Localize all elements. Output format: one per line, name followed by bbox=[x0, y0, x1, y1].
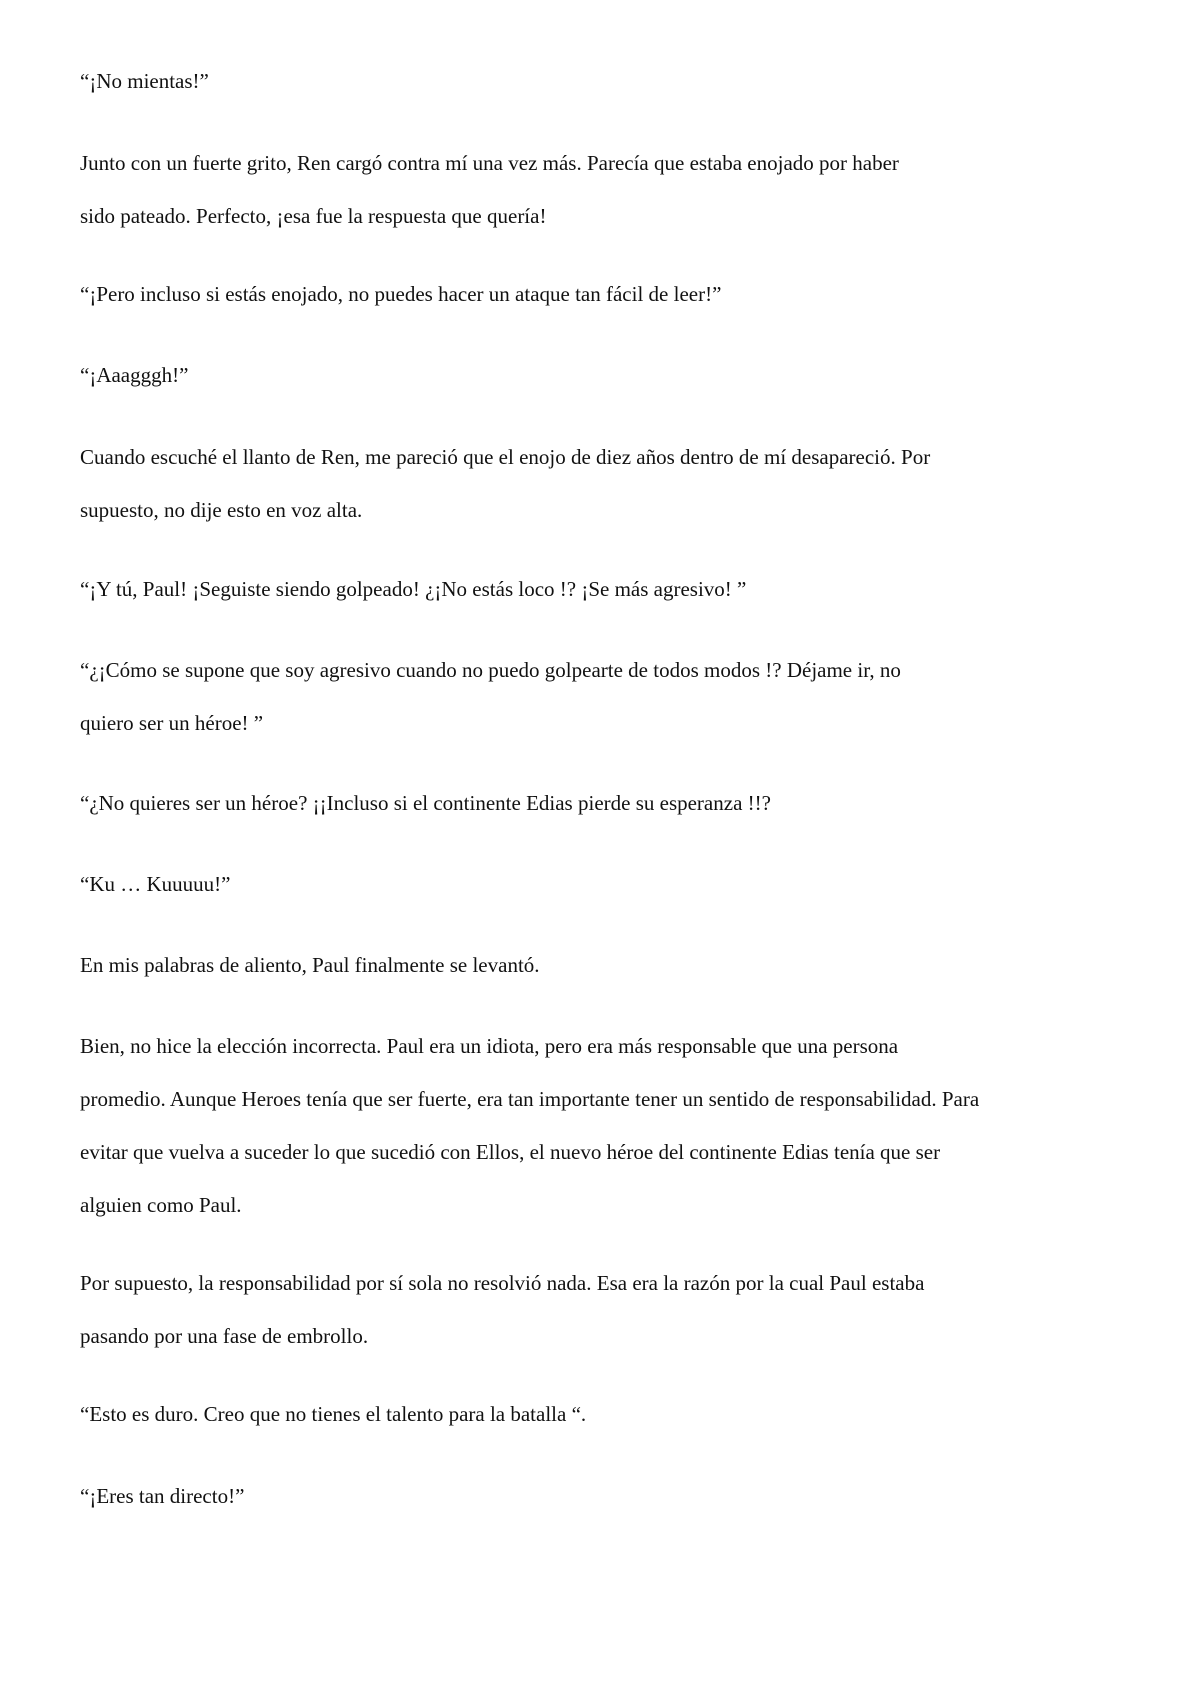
paragraph bbox=[80, 1470, 1130, 1523]
text-line: quiero ser un héroe! ” bbox=[80, 711, 264, 735]
paragraph bbox=[80, 777, 1130, 830]
text-line: “Ku … Kuuuuu!” bbox=[80, 872, 231, 896]
paragraph bbox=[80, 939, 1130, 992]
text-line: Bien, no hice la elección incorrecta. Paul era un idiota, pero era más responsable que una persona bbox=[80, 1034, 899, 1058]
text-line: “¿¡Cómo se supone que soy agresivo cuando no puedo golpearte de todos modos !? Déjame ir, no bbox=[80, 658, 901, 682]
paragraph bbox=[80, 349, 1130, 402]
paragraph bbox=[80, 431, 1130, 537]
text-line: “¡Aaagggh!” bbox=[80, 363, 189, 387]
paragraph bbox=[80, 55, 1130, 108]
text-line: Cuando escuché el llanto de Ren, me pareció que el enojo de diez años dentro de mí desapareció. Por bbox=[80, 445, 931, 469]
text-line: “¡No mientas!” bbox=[80, 69, 209, 93]
paragraph bbox=[80, 137, 1130, 243]
text-line: “¡Y tú, Paul! ¡Seguiste siendo golpeado! ¿¡No estás loco !? ¡Se más agresivo! ” bbox=[80, 577, 747, 601]
text-line: evitar que vuelva a suceder lo que sucedió con Ellos, el nuevo héroe del continente Edias tenía que ser bbox=[80, 1140, 941, 1164]
text-line: “¡Eres tan directo!” bbox=[80, 1484, 245, 1508]
text-line: alguien como Paul. bbox=[80, 1193, 242, 1217]
paragraph bbox=[80, 644, 1130, 750]
text-line: pasando por una fase de embrollo. bbox=[80, 1324, 369, 1348]
text-line: Junto con un fuerte grito, Ren cargó contra mí una vez más. Parecía que estaba enojado por haber bbox=[80, 151, 899, 175]
text-line: supuesto, no dije esto en voz alta. bbox=[80, 498, 363, 522]
paragraph bbox=[80, 563, 1130, 616]
paragraph bbox=[80, 1020, 1130, 1232]
paragraph bbox=[80, 1257, 1130, 1363]
paragraph bbox=[80, 268, 1130, 321]
text-line: En mis palabras de aliento, Paul finalmente se levantó. bbox=[80, 953, 540, 977]
paragraph bbox=[80, 1388, 1130, 1441]
text-line: sido pateado. Perfecto, ¡esa fue la respuesta que quería! bbox=[80, 204, 547, 228]
text-line: “¡Pero incluso si estás enojado, no puedes hacer un ataque tan fácil de leer!” bbox=[80, 282, 722, 306]
text-line: promedio. Aunque Heroes tenía que ser fuerte, era tan importante tener un sentido de responsabilidad. Para bbox=[80, 1087, 980, 1111]
paragraph bbox=[80, 858, 1130, 911]
text-line: “Esto es duro. Creo que no tienes el talento para la batalla “. bbox=[80, 1402, 587, 1426]
text-line: Por supuesto, la responsabilidad por sí sola no resolvió nada. Esa era la razón por la cual Paul estaba bbox=[80, 1271, 925, 1295]
text-line: “¿No quieres ser un héroe? ¡¡Incluso si el continente Edias pierde su esperanza !!? bbox=[80, 791, 771, 815]
